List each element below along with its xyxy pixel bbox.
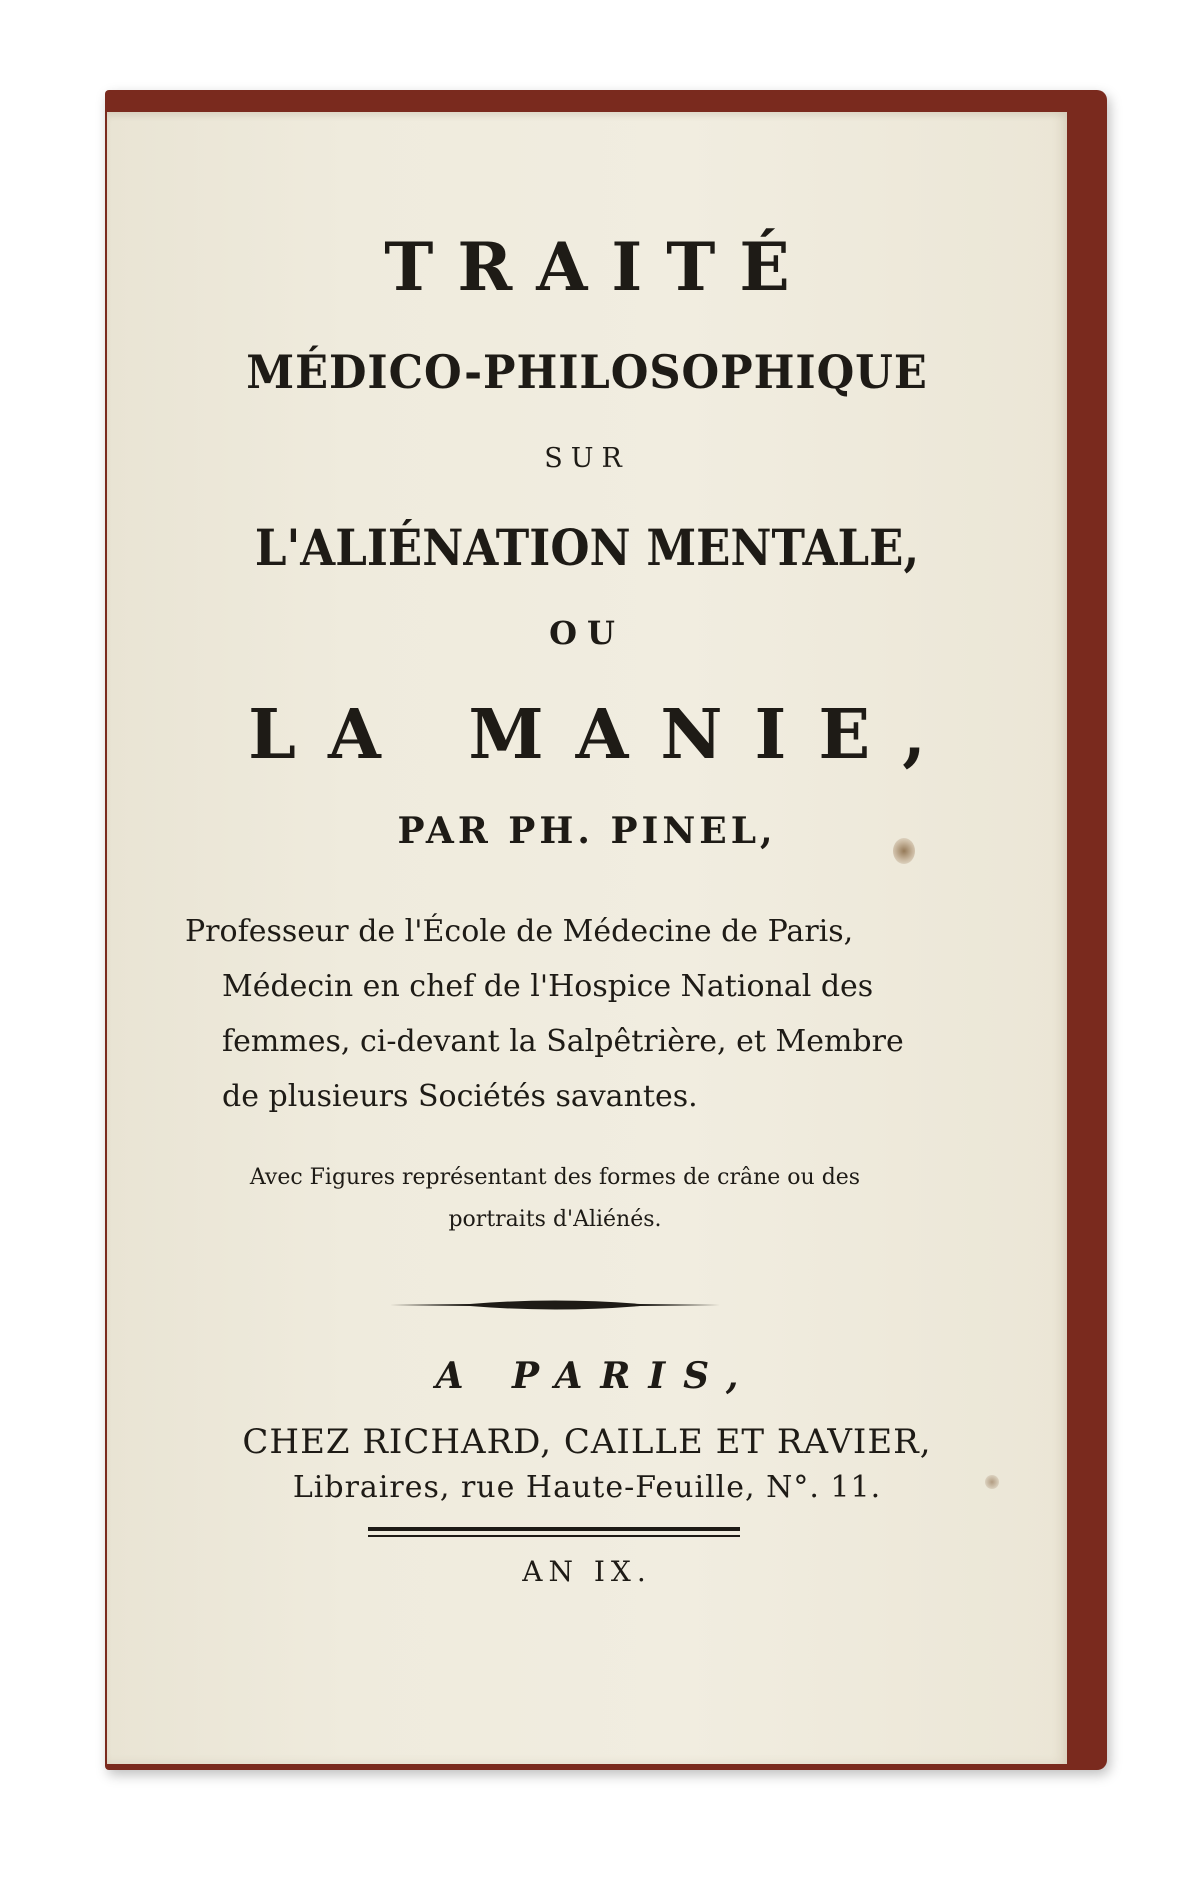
word-ou: OU bbox=[549, 614, 625, 652]
word-sur: SUR bbox=[544, 443, 630, 474]
imprint-publisher: CHEZ RICHARD, CAILLE ET RAVIER, bbox=[242, 1422, 932, 1462]
figures-note-line: Avec Figures représentant des formes de crâne ou des bbox=[249, 1165, 861, 1190]
imprint-address: Libraires, rue Haute-Feuille, N°. 11. bbox=[292, 1470, 882, 1505]
credentials-line: femmes, ci-devant la Salpêtrière, et Membre bbox=[222, 1024, 904, 1059]
book-subject: L'ALIÉNATION MENTALE, bbox=[254, 518, 920, 577]
figures-note bbox=[185, 1157, 925, 1241]
imprint-place: A PARIS, bbox=[435, 1355, 757, 1397]
ornamental-rule bbox=[390, 1297, 720, 1313]
author-line: PAR PH. PINEL, bbox=[397, 810, 777, 852]
alternate-title: LA MANIE, bbox=[248, 695, 958, 775]
book-subtitle: MÉDICO-PHILOSOPHIQUE bbox=[246, 345, 928, 399]
figures-note-line: portraits d'Aliénés. bbox=[448, 1207, 662, 1232]
imprint-date: AN IX. bbox=[522, 1555, 652, 1588]
credentials-line: Médecin en chef de l'Hospice National des bbox=[222, 969, 874, 1004]
book-title: TRAITÉ bbox=[384, 228, 814, 306]
credentials-line: de plusieurs Sociétés savantes. bbox=[222, 1079, 698, 1114]
credentials-line: Professeur de l'École de Médecine de Paris, bbox=[185, 914, 854, 949]
author-credentials bbox=[185, 904, 925, 1124]
double-rule bbox=[368, 1527, 740, 1537]
